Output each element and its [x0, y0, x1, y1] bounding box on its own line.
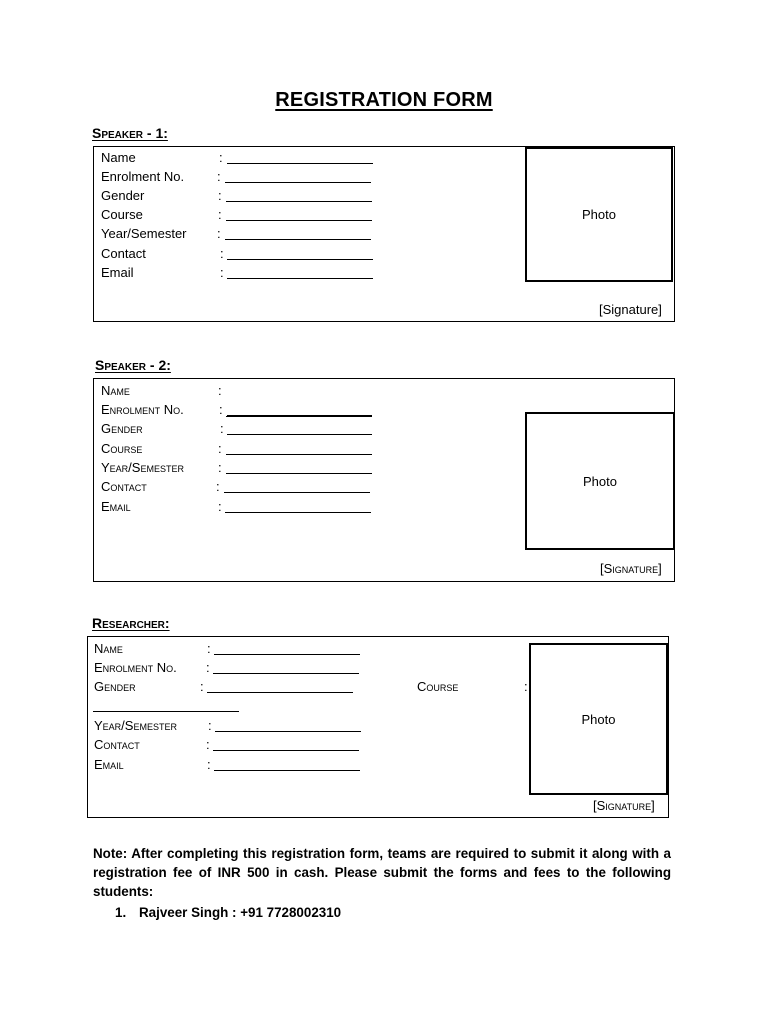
speaker-2-heading: Speaker - 2:: [95, 357, 171, 373]
speaker-2-course-label: Course: [101, 441, 143, 456]
speaker-2-name-field[interactable]: [226, 416, 372, 417]
researcher-name-field[interactable]: [214, 654, 360, 655]
colon: :: [208, 718, 212, 733]
researcher-contact-label: Contact: [94, 737, 140, 752]
researcher-name-label: Name: [94, 641, 123, 656]
researcher-gender-field[interactable]: [207, 692, 353, 693]
speaker-1-enrolment-label: Enrolment No.: [101, 169, 185, 184]
researcher-course-field[interactable]: [93, 711, 239, 712]
colon: :: [216, 479, 220, 494]
researcher-photo-box[interactable]: [529, 643, 668, 795]
photo-label: Photo: [583, 473, 617, 489]
colon: :: [206, 660, 210, 675]
colon: :: [217, 169, 221, 184]
speaker-1-year-label: Year/Semester: [101, 226, 187, 241]
researcher-gender-label: Gender: [94, 679, 136, 694]
speaker-2-name-label: Name: [101, 383, 130, 398]
researcher-course-label: Course: [417, 679, 459, 694]
researcher-email-field[interactable]: [214, 770, 360, 771]
researcher-year-field[interactable]: [215, 731, 361, 732]
speaker-2-email-label: Email: [101, 499, 131, 514]
colon: :: [218, 441, 222, 456]
speaker-2-contact-label: Contact: [101, 479, 147, 494]
colon: :: [219, 402, 223, 417]
speaker-1-signature-label: [Signature]: [599, 302, 662, 317]
speaker-1-enrolment-field[interactable]: [225, 182, 371, 183]
colon: :: [220, 246, 224, 261]
researcher-heading: Researcher:: [92, 615, 170, 631]
speaker-2-email-field[interactable]: [225, 512, 371, 513]
researcher-year-label: Year/Semester: [94, 718, 177, 733]
speaker-1-contact-label: Contact: [101, 246, 146, 261]
colon: :: [217, 226, 221, 241]
colon: :: [218, 188, 222, 203]
colon: :: [218, 460, 222, 475]
colon: :: [218, 499, 222, 514]
speaker-2-enrolment-field[interactable]: [227, 415, 372, 416]
speaker-2-gender-label: Gender: [101, 421, 143, 436]
speaker-1-heading: Speaker - 1:: [92, 125, 168, 141]
speaker-2-photo-box[interactable]: [525, 412, 675, 550]
speaker-2-year-field[interactable]: [226, 473, 372, 474]
speaker-2-signature-label: [Signature]: [600, 561, 662, 576]
colon: :: [218, 207, 222, 222]
registration-note: Note: After completing this registration form, teams are required to submit it along with a registration fee of INR 500 in cash. Please submit the forms and fees to the following students:: [93, 846, 671, 899]
colon: :: [219, 150, 223, 165]
colon: :: [207, 757, 211, 772]
speaker-1-email-field[interactable]: [227, 278, 373, 279]
speaker-1-year-field[interactable]: [225, 239, 371, 240]
speaker-1-name-label: Name: [101, 150, 136, 165]
contact-item: Rajveer Singh : +91 7728002310: [139, 905, 342, 920]
photo-label: Photo: [582, 207, 616, 222]
colon: :: [220, 265, 224, 280]
speaker-1-course-label: Course: [101, 207, 143, 222]
speaker-2-year-label: Year/Semester: [101, 460, 184, 475]
researcher-email-label: Email: [94, 757, 124, 772]
colon: :: [220, 421, 224, 436]
speaker-2-course-field[interactable]: [226, 454, 372, 455]
researcher-enrolment-field[interactable]: [213, 673, 359, 674]
speaker-1-course-field[interactable]: [226, 220, 372, 221]
speaker-1-gender-field[interactable]: [226, 201, 372, 202]
colon: :: [524, 679, 528, 694]
researcher-enrolment-label: Enrolment No.: [94, 660, 177, 675]
speaker-1-name-field[interactable]: [227, 163, 373, 164]
researcher-contact-field[interactable]: [213, 750, 359, 751]
speaker-1-contact-field[interactable]: [227, 259, 373, 260]
speaker-1-gender-label: Gender: [101, 188, 145, 203]
speaker-1-photo-box[interactable]: [525, 147, 673, 282]
speaker-2-contact-field[interactable]: [224, 492, 370, 493]
colon: :: [218, 383, 222, 398]
speaker-2-gender-field[interactable]: [227, 434, 372, 435]
colon: :: [207, 641, 211, 656]
speaker-1-email-label: Email: [101, 265, 134, 280]
page-title: REGISTRATION FORM: [275, 89, 493, 111]
photo-label: Photo: [581, 711, 616, 727]
contact-number: 1.: [115, 905, 127, 920]
researcher-signature-label: [Signature]: [593, 798, 655, 813]
colon: :: [200, 679, 204, 694]
speaker-2-enrolment-label: Enrolment No.: [101, 402, 184, 417]
colon: :: [206, 737, 210, 752]
